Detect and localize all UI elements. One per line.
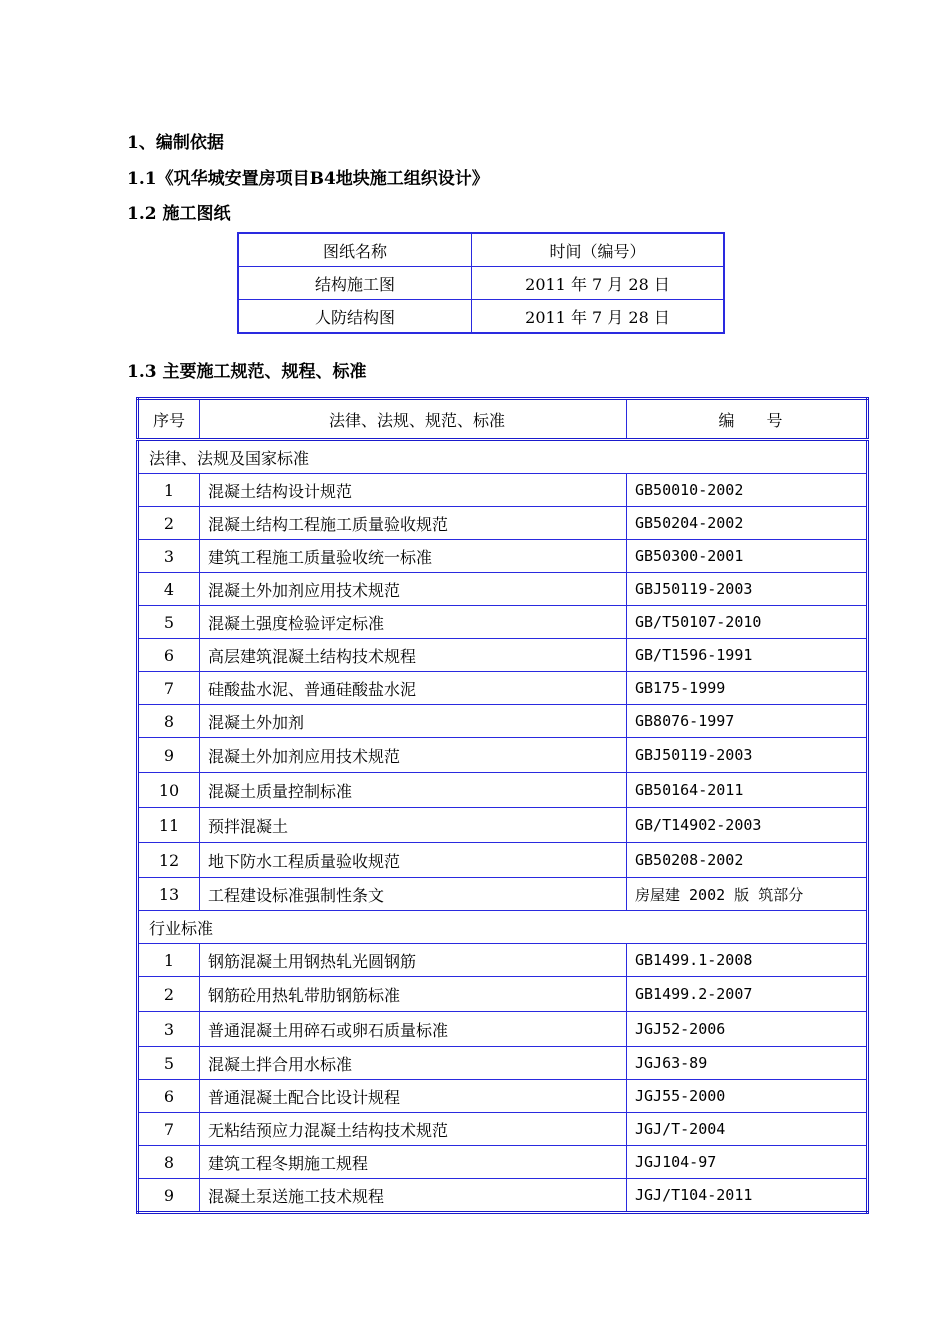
heading-drawings: 1.2 施工图纸	[127, 204, 231, 224]
table-row	[138, 1146, 868, 1179]
table-row	[138, 573, 868, 606]
section-row-industry	[138, 911, 868, 944]
table-header-row	[238, 233, 724, 267]
table-row	[138, 878, 868, 911]
standard-name: 普通混凝土配合比设计规程	[200, 1080, 627, 1113]
header-code: 编 号	[627, 399, 868, 440]
row-number: 1	[138, 944, 200, 977]
standard-code: GB/T50107-2010	[627, 606, 868, 639]
section-row-national	[138, 440, 868, 474]
standard-name: 混凝土泵送施工技术规程	[200, 1179, 627, 1213]
table-row	[138, 606, 868, 639]
drawing-date: 2011 年 7 月 28 日	[472, 267, 725, 300]
standard-code: JGJ/T104-2011	[627, 1179, 868, 1213]
row-number: 8	[138, 1146, 200, 1179]
row-number: 12	[138, 843, 200, 878]
standard-code: GB1499.1-2008	[627, 944, 868, 977]
table-header-row	[138, 399, 868, 440]
standard-name: 地下防水工程质量验收规范	[200, 843, 627, 878]
standard-name: 混凝土结构工程施工质量验收规范	[200, 507, 627, 540]
heading-compile-basis: 1、编制依据	[127, 133, 224, 153]
row-number: 5	[138, 606, 200, 639]
standard-code: JGJ/T-2004	[627, 1113, 868, 1146]
header-standard-name: 法律、法规、规范、标准	[200, 399, 627, 440]
standard-name: 普通混凝土用碎石或卵石质量标准	[200, 1012, 627, 1047]
row-number: 9	[138, 738, 200, 773]
drawing-name: 结构施工图	[238, 267, 472, 300]
standard-name: 混凝土外加剂	[200, 705, 627, 738]
row-number: 10	[138, 773, 200, 808]
standard-code: GB50164-2011	[627, 773, 868, 808]
row-number: 8	[138, 705, 200, 738]
row-number: 3	[138, 540, 200, 573]
row-number: 6	[138, 1080, 200, 1113]
standard-name: 混凝土拌合用水标准	[200, 1047, 627, 1080]
row-number: 7	[138, 1113, 200, 1146]
header-date-number: 时间（编号）	[472, 233, 725, 267]
standard-code: GB/T14902-2003	[627, 808, 868, 843]
standard-code: JGJ55-2000	[627, 1080, 868, 1113]
row-number: 2	[138, 977, 200, 1012]
drawing-name: 人防结构图	[238, 300, 472, 334]
standard-code: GB50010-2002	[627, 474, 868, 507]
table-row	[138, 540, 868, 573]
standard-code: GB8076-1997	[627, 705, 868, 738]
standard-name: 工程建设标准强制性条文	[200, 878, 627, 911]
row-number: 4	[138, 573, 200, 606]
table-row	[138, 1080, 868, 1113]
standard-code: GB50300-2001	[627, 540, 868, 573]
row-number: 9	[138, 1179, 200, 1213]
standard-name: 建筑工程冬期施工规程	[200, 1146, 627, 1179]
table-row	[138, 738, 868, 773]
standard-code: JGJ63-89	[627, 1047, 868, 1080]
standard-code: GB175-1999	[627, 672, 868, 705]
heading-construction-design: 1.1《巩华城安置房项目B4地块施工组织设计》	[127, 169, 489, 189]
standard-name: 混凝土结构设计规范	[200, 474, 627, 507]
drawings-table	[237, 232, 725, 334]
row-number: 13	[138, 878, 200, 911]
table-row	[138, 808, 868, 843]
standard-code: GB1499.2-2007	[627, 977, 868, 1012]
standard-name: 无粘结预应力混凝土结构技术规范	[200, 1113, 627, 1146]
table-row	[138, 507, 868, 540]
standard-name: 混凝土外加剂应用技术规范	[200, 738, 627, 773]
row-number: 11	[138, 808, 200, 843]
row-number: 5	[138, 1047, 200, 1080]
standard-code: GBJ50119-2003	[627, 573, 868, 606]
table-row	[138, 977, 868, 1012]
table-row	[138, 944, 868, 977]
table-row	[138, 843, 868, 878]
standard-code: GB50208-2002	[627, 843, 868, 878]
header-drawing-name: 图纸名称	[238, 233, 472, 267]
table-row	[238, 300, 724, 334]
standards-table	[136, 397, 869, 1214]
standard-code: GB50204-2002	[627, 507, 868, 540]
table-row	[138, 474, 868, 507]
row-number: 3	[138, 1012, 200, 1047]
standard-name: 预拌混凝土	[200, 808, 627, 843]
table-row	[138, 1012, 868, 1047]
standard-name: 建筑工程施工质量验收统一标准	[200, 540, 627, 573]
standard-code: GB/T1596-1991	[627, 639, 868, 672]
table-row	[138, 1047, 868, 1080]
table-row	[138, 639, 868, 672]
standard-code: 房屋建 2002 版 筑部分	[627, 878, 868, 911]
standard-code: GBJ50119-2003	[627, 738, 868, 773]
drawing-date: 2011 年 7 月 28 日	[472, 300, 725, 334]
standard-name: 硅酸盐水泥、普通硅酸盐水泥	[200, 672, 627, 705]
row-number: 2	[138, 507, 200, 540]
row-number: 1	[138, 474, 200, 507]
row-number: 6	[138, 639, 200, 672]
standard-name: 钢筋混凝土用钢热轧光圆钢筋	[200, 944, 627, 977]
standard-name: 高层建筑混凝土结构技术规程	[200, 639, 627, 672]
header-serial: 序号	[138, 399, 200, 440]
standard-code: JGJ52-2006	[627, 1012, 868, 1047]
table-row	[138, 773, 868, 808]
section-label: 行业标准	[138, 911, 868, 944]
table-row	[138, 1113, 868, 1146]
table-row	[138, 1179, 868, 1213]
table-row	[238, 267, 724, 300]
standard-name: 混凝土强度检验评定标准	[200, 606, 627, 639]
standard-code: JGJ104-97	[627, 1146, 868, 1179]
row-number: 7	[138, 672, 200, 705]
standard-name: 混凝土质量控制标准	[200, 773, 627, 808]
section-label: 法律、法规及国家标准	[138, 440, 868, 474]
standard-name: 钢筋砼用热轧带肋钢筋标准	[200, 977, 627, 1012]
heading-standards: 1.3 主要施工规范、规程、标准	[127, 362, 367, 382]
table-row	[138, 672, 868, 705]
standard-name: 混凝土外加剂应用技术规范	[200, 573, 627, 606]
table-row	[138, 705, 868, 738]
